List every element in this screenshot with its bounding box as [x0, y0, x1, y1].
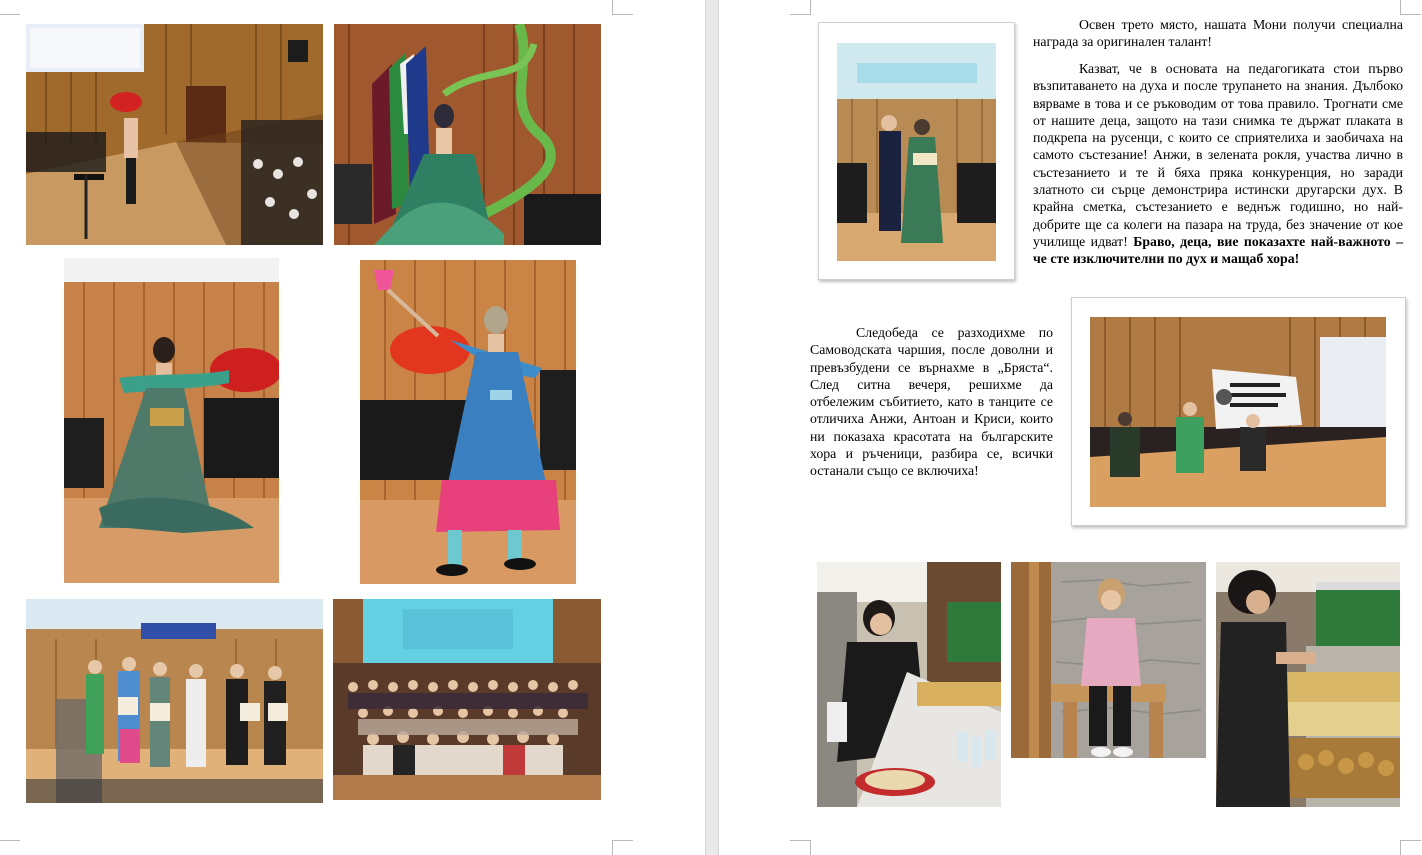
banner-photo-icon: [1090, 317, 1386, 507]
paragraph-bravo-bold: Браво, деца, вие показахте най-важното – че сте изключителни по дух и мащаб хора!: [1033, 233, 1403, 267]
photo-ribbon-dance: [334, 24, 601, 245]
page-gutter: [705, 0, 719, 855]
ribbon-dance-photo-icon: [334, 24, 601, 245]
paragraph-evening: Следобеда се разходихме по Самоводската чаршия, после доволни и превъзбудени се върнахме в „Бряста“. След ситна вечеря, решихме да отбележим събитието, като в танците се отличиха Анжи, Антоан и Криси, които ни показаха красотата на българските хора и ръченици, разбира се, всички останали също се включиха!: [810, 325, 1053, 479]
award-photo-icon: [26, 599, 323, 803]
dancer-photo-icon: [360, 260, 576, 584]
portrait-photo-icon: [1011, 562, 1206, 758]
group-photo-icon: [333, 599, 601, 800]
text-paragraph-3: [810, 324, 1053, 480]
photo-girl-pink-jacket: [1011, 562, 1206, 758]
award-photo-icon: [837, 43, 996, 261]
photo-award-winners: [818, 22, 1015, 280]
buffet-photo-icon: [1216, 562, 1400, 807]
crop-mark: [612, 0, 633, 15]
photo-award-ceremony: [26, 599, 323, 803]
photo-group-audience: [333, 599, 601, 800]
photo-buffet-serving: [1216, 562, 1400, 807]
photo-green-dress-dancer: [64, 258, 279, 583]
crop-mark: [790, 0, 811, 15]
photo-umbrella-dance-stage: [26, 24, 323, 245]
crop-mark: [0, 840, 20, 855]
photo-banner-support: [1071, 297, 1406, 526]
paragraph-pedagogy: Казват, че в основата на педагогиката стои първо възпитаването на духа и после трупането на знания. Дълбоко вярваме в това и се ръководим от това правило. Трогнати сме от нашите деца, защото на тази снимка те държат плаката в подкрепа на русенци, с които се сприятелиха и заобичаха на самото състезание! Анжи, в зелената рокля, участва лично в състезанието и те й бяха пряка конкуренция, но заради златното си сърце демонстрира истински другарски дух. В крайна сметка, състезанието е веднъж годишно, но най-добрите ще са колеги на пазара на труда, без значение от кое училище идват!: [1033, 61, 1403, 249]
crop-mark: [0, 0, 20, 15]
paragraph-special-award: Освен трето място, нашата Мони получи специална награда за оригинален талант!: [1033, 17, 1403, 50]
crop-mark: [1400, 0, 1421, 15]
crop-mark: [1400, 840, 1421, 855]
umbrella-dance-photo-icon: [26, 24, 323, 245]
dancer-photo-icon: [64, 258, 279, 583]
crop-mark: [612, 840, 633, 855]
photo-buffet-girl: [817, 562, 1001, 807]
text-paragraph-2: [1033, 60, 1403, 268]
text-paragraph-1: [1033, 16, 1403, 51]
crop-mark: [790, 840, 811, 855]
buffet-photo-icon: [817, 562, 1001, 807]
photo-blue-dress-dancer: [360, 260, 576, 584]
